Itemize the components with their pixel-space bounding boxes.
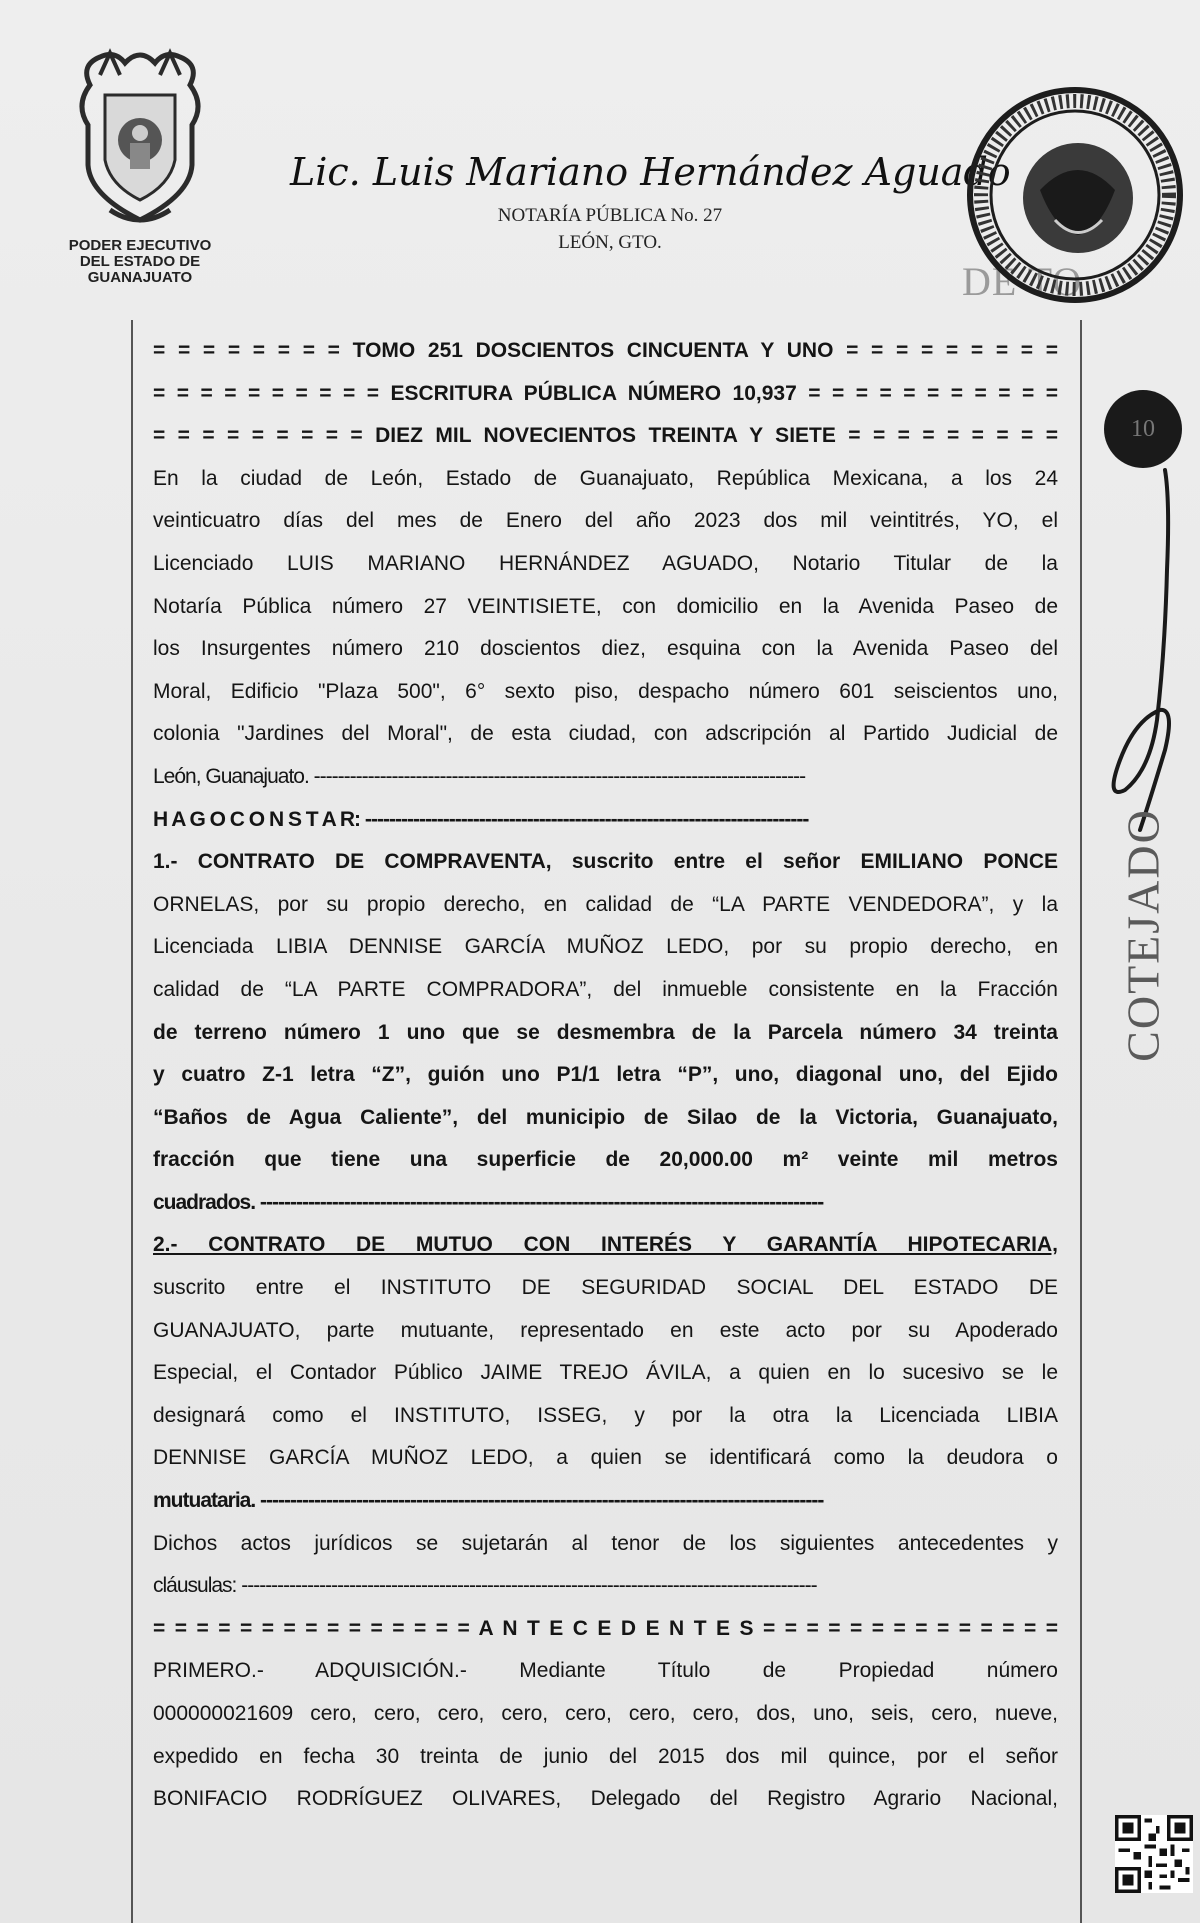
text-line: BONIFACIO RODRÍGUEZ OLIVARES, Delegado del Registro Agrario Nacional, [153, 1787, 1058, 1811]
text-line: GUANAJUATO, parte mutuante, representado en este acto por su Apoderado [153, 1318, 1058, 1342]
cotejado-stamp: COTEJADO [1117, 808, 1169, 1062]
guanajuato-coat-of-arms-icon [70, 45, 210, 235]
text-line: León, Guanajuato. ---------------------------------------------------------------------------------- [153, 764, 806, 788]
page-tab-marker: 10 [1104, 390, 1182, 468]
notaria-city: LEÓN, GTO. [558, 232, 662, 253]
emblem-caption [40, 238, 240, 286]
text-line: designará como el INSTITUTO, ISSEG, y por la otra la Licenciada LIBIA [153, 1403, 1058, 1427]
notary-name: Lic. Luis Mariano Hernández Aguado [290, 150, 1011, 194]
left-margin-line [131, 320, 133, 1923]
text-line: Especial, el Contador Público JAIME TREJO ÁVILA, a quien en lo sucesivo se le [153, 1361, 1058, 1385]
text-line: los Insurgentes número 210 doscientos diez, esquina con la Avenida Paseo del [153, 637, 1058, 661]
right-margin-line [1080, 320, 1082, 1923]
primero-heading: PRIMERO.- ADQUISICIÓN.- Mediante Título de Propiedad número [153, 1659, 1058, 1683]
text-line: fracción que tiene una superficie de 20,000.00 m² veinte mil metros [153, 1148, 1058, 1172]
hago-constar-heading: H A G O C O N S T A R: -------------------------------------------------------------------------- [153, 807, 809, 831]
notary-seal-icon [960, 80, 1190, 310]
text-line: ORNELAS, por su propio derecho, en calidad de “LA PARTE VENDEDORA”, y la [153, 892, 1058, 916]
qr-code-icon [1115, 1815, 1193, 1893]
text-line: de terreno número 1 uno que se desmembra de la Parcela número 34 treinta [153, 1020, 1058, 1044]
antecedentes-heading: = = = = = = = = = = = = = = = A N T E C E D E N T E S = = = = = = = = = = = = = = [153, 1616, 1058, 1640]
text-line: Licenciado LUIS MARIANO HERNÁNDEZ AGUADO, Notario Titular de la [153, 551, 1058, 575]
escritura-number-words: = = = = = = = = = DIEZ MIL NOVECIENTOS TREINTA Y SIETE = = = = = = = = = [153, 424, 1058, 448]
text-line: colonia "Jardines del Moral", de esta ciudad, con adscripción al Partido Judicial de [153, 722, 1058, 746]
text-line: Notaría Pública número 27 VEINTISIETE, con domicilio en la Avenida Paseo de [153, 594, 1058, 618]
tomo-heading: = = = = = = = = TOMO 251 DOSCIENTOS CINCUENTA Y UNO = = = = = = = = = [153, 339, 1058, 362]
emblem-caption-line: PODER EJECUTIVO [68, 237, 212, 254]
handwritten-signature-icon [1095, 460, 1185, 840]
contract-1-heading: 1.- CONTRATO DE COMPRAVENTA, suscrito entre el señor EMILIANO PONCE [153, 850, 1058, 874]
deed-body [153, 330, 1058, 1821]
emblem-caption-line: DEL ESTADO DE [79, 253, 201, 270]
emblem-caption-line: GUANAJUATO [87, 269, 193, 286]
text-line: y cuatro Z-1 letra “Z”, guión uno P1/1 letra “P”, uno, diagonal uno, del Ejido [153, 1063, 1058, 1087]
faded-stamp-text: DE TO [962, 259, 1083, 304]
text-line: En la ciudad de León, Estado de Guanajuato, República Mexicana, a los 24 [153, 466, 1058, 490]
text-line: veinticuatro días del mes de Enero del año 2023 dos mil veintitrés, YO, el [153, 509, 1058, 533]
text-line: calidad de “LA PARTE COMPRADORA”, del inmueble consistente en la Fracción [153, 977, 1058, 1001]
text-line: 000000021609 cero, cero, cero, cero, cero, cero, cero, dos, uno, seis, cero, nueve, [153, 1702, 1058, 1725]
text-line: Moral, Edificio "Plaza 500", 6° sexto piso, despacho número 601 seiscientos uno, [153, 679, 1058, 703]
text-line: expedido en fecha 30 treinta de junio del 2015 dos mil quince, por el señor [153, 1744, 1058, 1768]
text-line: “Baños de Agua Caliente”, del municipio de Silao de la Victoria, Guanajuato, [153, 1105, 1058, 1129]
notaria-number: NOTARÍA PÚBLICA No. 27 [497, 205, 723, 226]
text-line: Licenciada LIBIA DENNISE GARCÍA MUÑOZ LEDO, por su propio derecho, en [153, 935, 1058, 959]
text-line: Dichos actos jurídicos se sujetarán al tenor de los siguientes antecedentes y [153, 1531, 1058, 1555]
text-line: cláusulas: ------------------------------------------------------------------------------------------------ [153, 1574, 817, 1598]
text-line: mutuataria. ---------------------------------------------------------------------------------------------- [153, 1489, 824, 1513]
contract-2-heading: 2.- CONTRATO DE MUTUO CON INTERÉS Y GARANTÍA HIPOTECARIA, [153, 1233, 1058, 1257]
text-line: cuadrados. ---------------------------------------------------------------------------------------------- [153, 1190, 824, 1214]
text-line: suscrito entre el INSTITUTO DE SEGURIDAD SOCIAL DEL ESTADO DE [153, 1276, 1058, 1300]
text-line: DENNISE GARCÍA MUÑOZ LEDO, a quien se identificará como la deudora o [153, 1446, 1058, 1470]
escritura-heading: = = = = = = = = = = ESCRITURA PÚBLICA NÚMERO 10,937 = = = = = = = = = = = [153, 381, 1058, 405]
